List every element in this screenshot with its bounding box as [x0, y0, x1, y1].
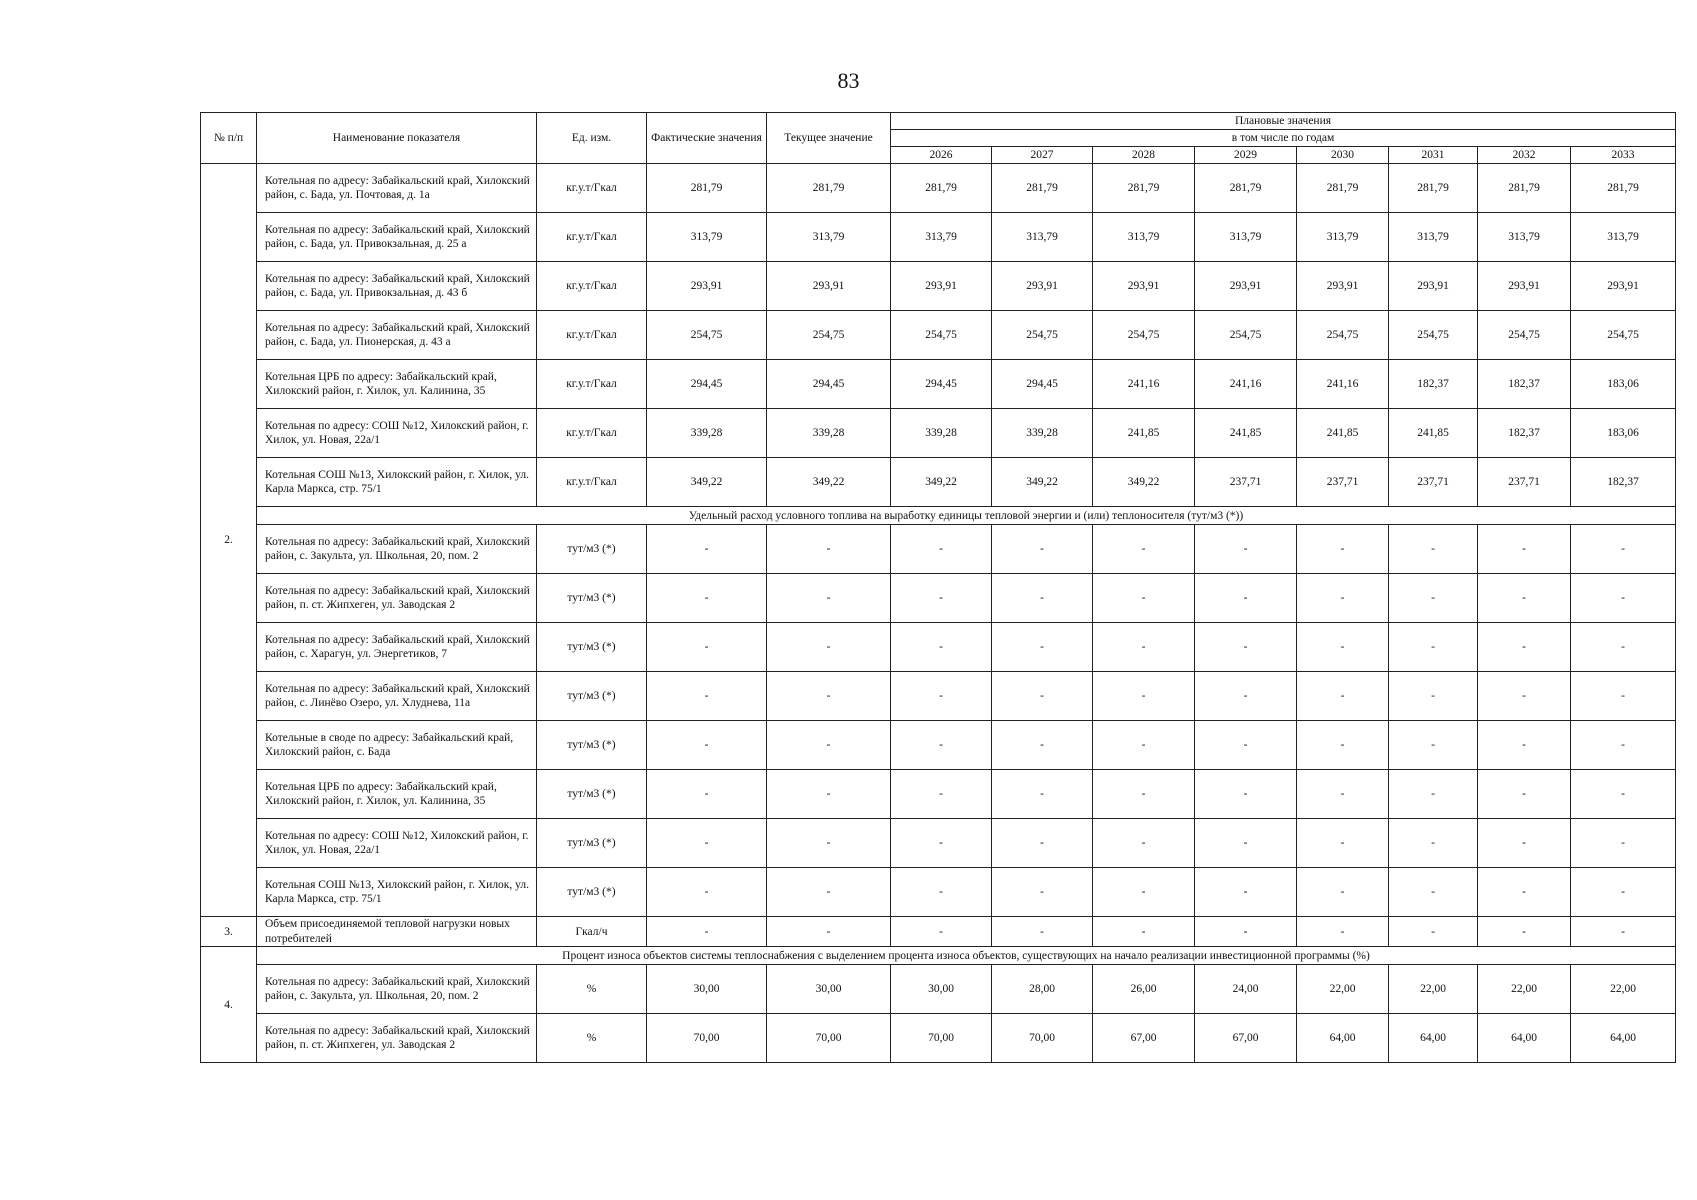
value-cell: -	[767, 721, 891, 770]
table-row	[201, 213, 1676, 262]
value-cell: 237,71	[1297, 458, 1389, 507]
value-cell: -	[767, 672, 891, 721]
value-cell: 241,85	[1195, 409, 1297, 458]
section-row	[201, 947, 1676, 965]
value-cell: 339,28	[992, 409, 1093, 458]
table-row	[201, 409, 1676, 458]
value-cell: -	[1571, 623, 1676, 672]
value-cell: -	[1093, 770, 1195, 819]
value-cell: 293,91	[891, 262, 992, 311]
indicator-name: Котельная ЦРБ по адресу: Забайкальский край, Хилокский район, г. Хилок, ул. Калинина, 35	[257, 360, 537, 409]
value-cell: -	[1571, 525, 1676, 574]
value-cell: 281,79	[767, 164, 891, 213]
indicator-name: Котельная по адресу: Забайкальский край, Хилокский район, с. Харагун, ул. Энергетиков, 7	[257, 623, 537, 672]
section-title: Процент износа объектов системы теплоснабжения с выделением процента износа объектов, существующих на начало реализации инвестиционной программы (%)	[257, 947, 1676, 965]
value-cell: -	[1297, 721, 1389, 770]
indicator-name: Котельная по адресу: СОШ №12, Хилокский район, г. Хилок, ул. Новая, 22а/1	[257, 819, 537, 868]
value-cell: -	[1389, 525, 1478, 574]
unit-cell: тут/м3 (*)	[537, 525, 647, 574]
value-cell: 294,45	[891, 360, 992, 409]
indicator-name: Котельная по адресу: Забайкальский край, Хилокский район, п. ст. Жипхеген, ул. Заводская 2	[257, 1014, 537, 1063]
value-cell: -	[1093, 525, 1195, 574]
unit-cell: тут/м3 (*)	[537, 819, 647, 868]
value-cell: 349,22	[647, 458, 767, 507]
value-cell: 293,91	[1478, 262, 1571, 311]
value-cell: 183,06	[1571, 409, 1676, 458]
value-cell: -	[647, 525, 767, 574]
value-cell: -	[1389, 672, 1478, 721]
value-cell: 26,00	[1093, 965, 1195, 1014]
value-cell: 254,75	[1093, 311, 1195, 360]
value-cell: -	[891, 917, 992, 947]
value-cell: -	[1195, 574, 1297, 623]
value-cell: -	[647, 917, 767, 947]
table-row	[201, 721, 1676, 770]
value-cell: 339,28	[767, 409, 891, 458]
header-year: 2029	[1195, 147, 1297, 164]
value-cell: -	[891, 819, 992, 868]
value-cell: -	[1478, 574, 1571, 623]
indicator-name: Котельная по адресу: Забайкальский край, Хилокский район, с. Бада, ул. Почтовая, д. 1а	[257, 164, 537, 213]
value-cell: -	[992, 721, 1093, 770]
header-year: 2031	[1389, 147, 1478, 164]
indicator-name: Котельная СОШ №13, Хилокский район, г. Хилок, ул. Карла Маркса, стр. 75/1	[257, 458, 537, 507]
value-cell: -	[1389, 574, 1478, 623]
value-cell: 293,91	[767, 262, 891, 311]
unit-cell: тут/м3 (*)	[537, 623, 647, 672]
unit-cell: кг.у.т/Гкал	[537, 262, 647, 311]
value-cell: 313,79	[1195, 213, 1297, 262]
value-cell: 313,79	[1478, 213, 1571, 262]
value-cell: 241,16	[1195, 360, 1297, 409]
indicator-name: Котельная по адресу: Забайкальский край, Хилокский район, с. Закульта, ул. Школьная, 20, пом. 2	[257, 965, 537, 1014]
value-cell: -	[647, 623, 767, 672]
indicator-name: Котельная по адресу: Забайкальский край, Хилокский район, с. Закульта, ул. Школьная, 20, пом. 2	[257, 525, 537, 574]
value-cell: 64,00	[1478, 1014, 1571, 1063]
value-cell: 293,91	[1093, 262, 1195, 311]
value-cell: -	[1389, 917, 1478, 947]
value-cell: 30,00	[647, 965, 767, 1014]
indicator-name: Котельные в своде по адресу: Забайкальский край, Хилокский район, с. Бада	[257, 721, 537, 770]
table-row	[201, 360, 1676, 409]
value-cell: 281,79	[992, 164, 1093, 213]
value-cell: -	[1093, 672, 1195, 721]
unit-cell: кг.у.т/Гкал	[537, 311, 647, 360]
value-cell: 313,79	[992, 213, 1093, 262]
value-cell: -	[647, 868, 767, 917]
unit-cell: тут/м3 (*)	[537, 868, 647, 917]
value-cell: 281,79	[1571, 164, 1676, 213]
value-cell: -	[1478, 721, 1571, 770]
value-cell: 293,91	[992, 262, 1093, 311]
unit-cell: тут/м3 (*)	[537, 721, 647, 770]
value-cell: 293,91	[647, 262, 767, 311]
header-actual: Фактические значения	[647, 113, 767, 164]
value-cell: 293,91	[1389, 262, 1478, 311]
value-cell: -	[647, 672, 767, 721]
value-cell: -	[992, 819, 1093, 868]
value-cell: 349,22	[767, 458, 891, 507]
value-cell: -	[1093, 623, 1195, 672]
value-cell: -	[1389, 623, 1478, 672]
value-cell: -	[992, 623, 1093, 672]
value-cell: -	[1093, 917, 1195, 947]
unit-cell: %	[537, 1014, 647, 1063]
value-cell: -	[992, 770, 1093, 819]
unit-cell: тут/м3 (*)	[537, 574, 647, 623]
value-cell: 183,06	[1571, 360, 1676, 409]
value-cell: -	[992, 868, 1093, 917]
value-cell: 349,22	[891, 458, 992, 507]
value-cell: -	[1571, 917, 1676, 947]
table-row	[201, 965, 1676, 1014]
value-cell: 293,91	[1195, 262, 1297, 311]
section-row	[201, 507, 1676, 525]
indicator-name: Котельная по адресу: Забайкальский край, Хилокский район, с. Линёво Озеро, ул. Хлуднева, 11а	[257, 672, 537, 721]
value-cell: 237,71	[1389, 458, 1478, 507]
value-cell: 294,45	[647, 360, 767, 409]
indicator-name: Котельная по адресу: Забайкальский край, Хилокский район, с. Бада, ул. Привокзальная, д. 25 а	[257, 213, 537, 262]
row-number: 4.	[201, 947, 257, 1063]
value-cell: 349,22	[992, 458, 1093, 507]
unit-cell: кг.у.т/Гкал	[537, 360, 647, 409]
indicator-name: Объем присоединяемой тепловой нагрузки новых потребителей	[257, 917, 537, 947]
value-cell: -	[1571, 819, 1676, 868]
value-cell: 254,75	[992, 311, 1093, 360]
value-cell: 281,79	[647, 164, 767, 213]
value-cell: 281,79	[1195, 164, 1297, 213]
header-current: Текущее значение	[767, 113, 891, 164]
value-cell: 313,79	[1389, 213, 1478, 262]
value-cell: -	[1571, 574, 1676, 623]
value-cell: 254,75	[767, 311, 891, 360]
row-number: 2.	[201, 164, 257, 917]
value-cell: 313,79	[891, 213, 992, 262]
unit-cell: кг.у.т/Гкал	[537, 409, 647, 458]
value-cell: -	[1478, 819, 1571, 868]
value-cell: 339,28	[891, 409, 992, 458]
header-unit: Ед. изм.	[537, 113, 647, 164]
value-cell: 281,79	[1093, 164, 1195, 213]
indicator-name: Котельная ЦРБ по адресу: Забайкальский край, Хилокский район, г. Хилок, ул. Калинина, 35	[257, 770, 537, 819]
unit-cell: кг.у.т/Гкал	[537, 458, 647, 507]
value-cell: 182,37	[1389, 360, 1478, 409]
header-by-years: в том числе по годам	[891, 130, 1676, 147]
value-cell: 70,00	[992, 1014, 1093, 1063]
table-row	[201, 672, 1676, 721]
table-row	[201, 262, 1676, 311]
value-cell: 294,45	[767, 360, 891, 409]
value-cell: 254,75	[1195, 311, 1297, 360]
table-row	[201, 574, 1676, 623]
value-cell: -	[1478, 672, 1571, 721]
value-cell: -	[1297, 525, 1389, 574]
value-cell: 254,75	[891, 311, 992, 360]
table-row	[201, 525, 1676, 574]
table-row	[201, 458, 1676, 507]
value-cell: -	[1195, 868, 1297, 917]
row-number: 3.	[201, 917, 257, 947]
value-cell: 281,79	[1389, 164, 1478, 213]
value-cell: 67,00	[1195, 1014, 1297, 1063]
value-cell: -	[1195, 623, 1297, 672]
value-cell: 70,00	[891, 1014, 992, 1063]
value-cell: 241,85	[1389, 409, 1478, 458]
value-cell: 254,75	[1297, 311, 1389, 360]
value-cell: -	[1195, 770, 1297, 819]
table-row	[201, 819, 1676, 868]
value-cell: 254,75	[1389, 311, 1478, 360]
value-cell: 313,79	[1571, 213, 1676, 262]
table-header	[201, 113, 1676, 164]
table-row	[201, 623, 1676, 672]
value-cell: 237,71	[1478, 458, 1571, 507]
value-cell: -	[992, 917, 1093, 947]
table-row	[201, 917, 1676, 947]
header-year: 2033	[1571, 147, 1676, 164]
value-cell: 70,00	[767, 1014, 891, 1063]
table-row	[201, 770, 1676, 819]
value-cell: -	[1389, 868, 1478, 917]
value-cell: -	[1195, 525, 1297, 574]
value-cell: 241,16	[1093, 360, 1195, 409]
indicator-name: Котельная СОШ №13, Хилокский район, г. Хилок, ул. Карла Маркса, стр. 75/1	[257, 868, 537, 917]
value-cell: -	[767, 770, 891, 819]
header-year: 2032	[1478, 147, 1571, 164]
value-cell: 294,45	[992, 360, 1093, 409]
value-cell: -	[1195, 917, 1297, 947]
value-cell: 339,28	[647, 409, 767, 458]
value-cell: -	[1297, 623, 1389, 672]
value-cell: -	[1571, 721, 1676, 770]
value-cell: -	[891, 770, 992, 819]
header-planned: Плановые значения	[891, 113, 1676, 130]
value-cell: 182,37	[1478, 409, 1571, 458]
value-cell: -	[1093, 574, 1195, 623]
value-cell: -	[767, 917, 891, 947]
value-cell: -	[1478, 917, 1571, 947]
value-cell: 281,79	[891, 164, 992, 213]
value-cell: -	[1195, 721, 1297, 770]
value-cell: -	[1297, 672, 1389, 721]
value-cell: -	[1297, 819, 1389, 868]
table-row	[201, 868, 1676, 917]
value-cell: -	[1389, 721, 1478, 770]
indicator-name: Котельная по адресу: Забайкальский край, Хилокский район, с. Бада, ул. Пионерская, д. 43 а	[257, 311, 537, 360]
value-cell: 22,00	[1297, 965, 1389, 1014]
value-cell: -	[891, 672, 992, 721]
value-cell: 24,00	[1195, 965, 1297, 1014]
value-cell: -	[891, 721, 992, 770]
value-cell: 64,00	[1389, 1014, 1478, 1063]
table-body	[201, 164, 1676, 1063]
value-cell: 293,91	[1571, 262, 1676, 311]
indicators-table	[200, 112, 1676, 1063]
value-cell: 254,75	[1478, 311, 1571, 360]
value-cell: 70,00	[647, 1014, 767, 1063]
header-year: 2028	[1093, 147, 1195, 164]
value-cell: 28,00	[992, 965, 1093, 1014]
value-cell: 67,00	[1093, 1014, 1195, 1063]
value-cell: 64,00	[1571, 1014, 1676, 1063]
value-cell: -	[891, 868, 992, 917]
value-cell: -	[1478, 770, 1571, 819]
value-cell: 64,00	[1297, 1014, 1389, 1063]
header-num: № п/п	[201, 113, 257, 164]
value-cell: -	[891, 525, 992, 574]
value-cell: -	[1389, 819, 1478, 868]
value-cell: -	[1297, 917, 1389, 947]
value-cell: -	[1093, 721, 1195, 770]
value-cell: -	[1195, 672, 1297, 721]
value-cell: -	[647, 770, 767, 819]
value-cell: 182,37	[1478, 360, 1571, 409]
section-title: Удельный расход условного топлива на выработку единицы тепловой энергии и (или) теплоносителя (тут/м3 (*))	[257, 507, 1676, 525]
value-cell: 281,79	[1297, 164, 1389, 213]
value-cell: -	[1571, 770, 1676, 819]
unit-cell: тут/м3 (*)	[537, 672, 647, 721]
header-name: Наименование показателя	[257, 113, 537, 164]
value-cell: 237,71	[1195, 458, 1297, 507]
value-cell: -	[1297, 868, 1389, 917]
value-cell: 22,00	[1478, 965, 1571, 1014]
header-year: 2026	[891, 147, 992, 164]
value-cell: 30,00	[891, 965, 992, 1014]
value-cell: 293,91	[1297, 262, 1389, 311]
value-cell: -	[992, 525, 1093, 574]
value-cell: 254,75	[1571, 311, 1676, 360]
value-cell: -	[767, 819, 891, 868]
unit-cell: кг.у.т/Гкал	[537, 213, 647, 262]
unit-cell: тут/м3 (*)	[537, 770, 647, 819]
value-cell: -	[767, 868, 891, 917]
value-cell: 241,16	[1297, 360, 1389, 409]
unit-cell: %	[537, 965, 647, 1014]
value-cell: -	[647, 819, 767, 868]
value-cell: -	[647, 721, 767, 770]
value-cell: -	[1478, 525, 1571, 574]
value-cell: 22,00	[1389, 965, 1478, 1014]
value-cell: 254,75	[647, 311, 767, 360]
value-cell: -	[1571, 672, 1676, 721]
table-row	[201, 311, 1676, 360]
value-cell: -	[1093, 868, 1195, 917]
value-cell: -	[1093, 819, 1195, 868]
value-cell: 313,79	[767, 213, 891, 262]
header-year: 2030	[1297, 147, 1389, 164]
page-number: 83	[837, 68, 860, 93]
value-cell: -	[1195, 819, 1297, 868]
header-year: 2027	[992, 147, 1093, 164]
value-cell: 182,37	[1571, 458, 1676, 507]
value-cell: -	[767, 525, 891, 574]
unit-cell: кг.у.т/Гкал	[537, 164, 647, 213]
indicator-name: Котельная по адресу: Забайкальский край, Хилокский район, п. ст. Жипхеген, ул. Заводская 2	[257, 574, 537, 623]
value-cell: -	[1571, 868, 1676, 917]
table-row	[201, 164, 1676, 213]
value-cell: 241,85	[1297, 409, 1389, 458]
value-cell: -	[1389, 770, 1478, 819]
value-cell: -	[647, 574, 767, 623]
value-cell: 349,22	[1093, 458, 1195, 507]
value-cell: -	[891, 623, 992, 672]
table-row	[201, 1014, 1676, 1063]
value-cell: 22,00	[1571, 965, 1676, 1014]
unit-cell: Гкал/ч	[537, 917, 647, 947]
value-cell: 281,79	[1478, 164, 1571, 213]
value-cell: 241,85	[1093, 409, 1195, 458]
value-cell: -	[767, 623, 891, 672]
indicator-name: Котельная по адресу: Забайкальский край, Хилокский район, с. Бада, ул. Привокзальная, д. 43 б	[257, 262, 537, 311]
value-cell: 313,79	[647, 213, 767, 262]
value-cell: -	[891, 574, 992, 623]
value-cell: -	[1297, 770, 1389, 819]
value-cell: -	[992, 574, 1093, 623]
value-cell: -	[767, 574, 891, 623]
value-cell: -	[1478, 623, 1571, 672]
value-cell: -	[1297, 574, 1389, 623]
indicator-name: Котельная по адресу: СОШ №12, Хилокский район, г. Хилок, ул. Новая, 22а/1	[257, 409, 537, 458]
value-cell: 313,79	[1297, 213, 1389, 262]
value-cell: 313,79	[1093, 213, 1195, 262]
value-cell: 30,00	[767, 965, 891, 1014]
value-cell: -	[1478, 868, 1571, 917]
value-cell: -	[992, 672, 1093, 721]
